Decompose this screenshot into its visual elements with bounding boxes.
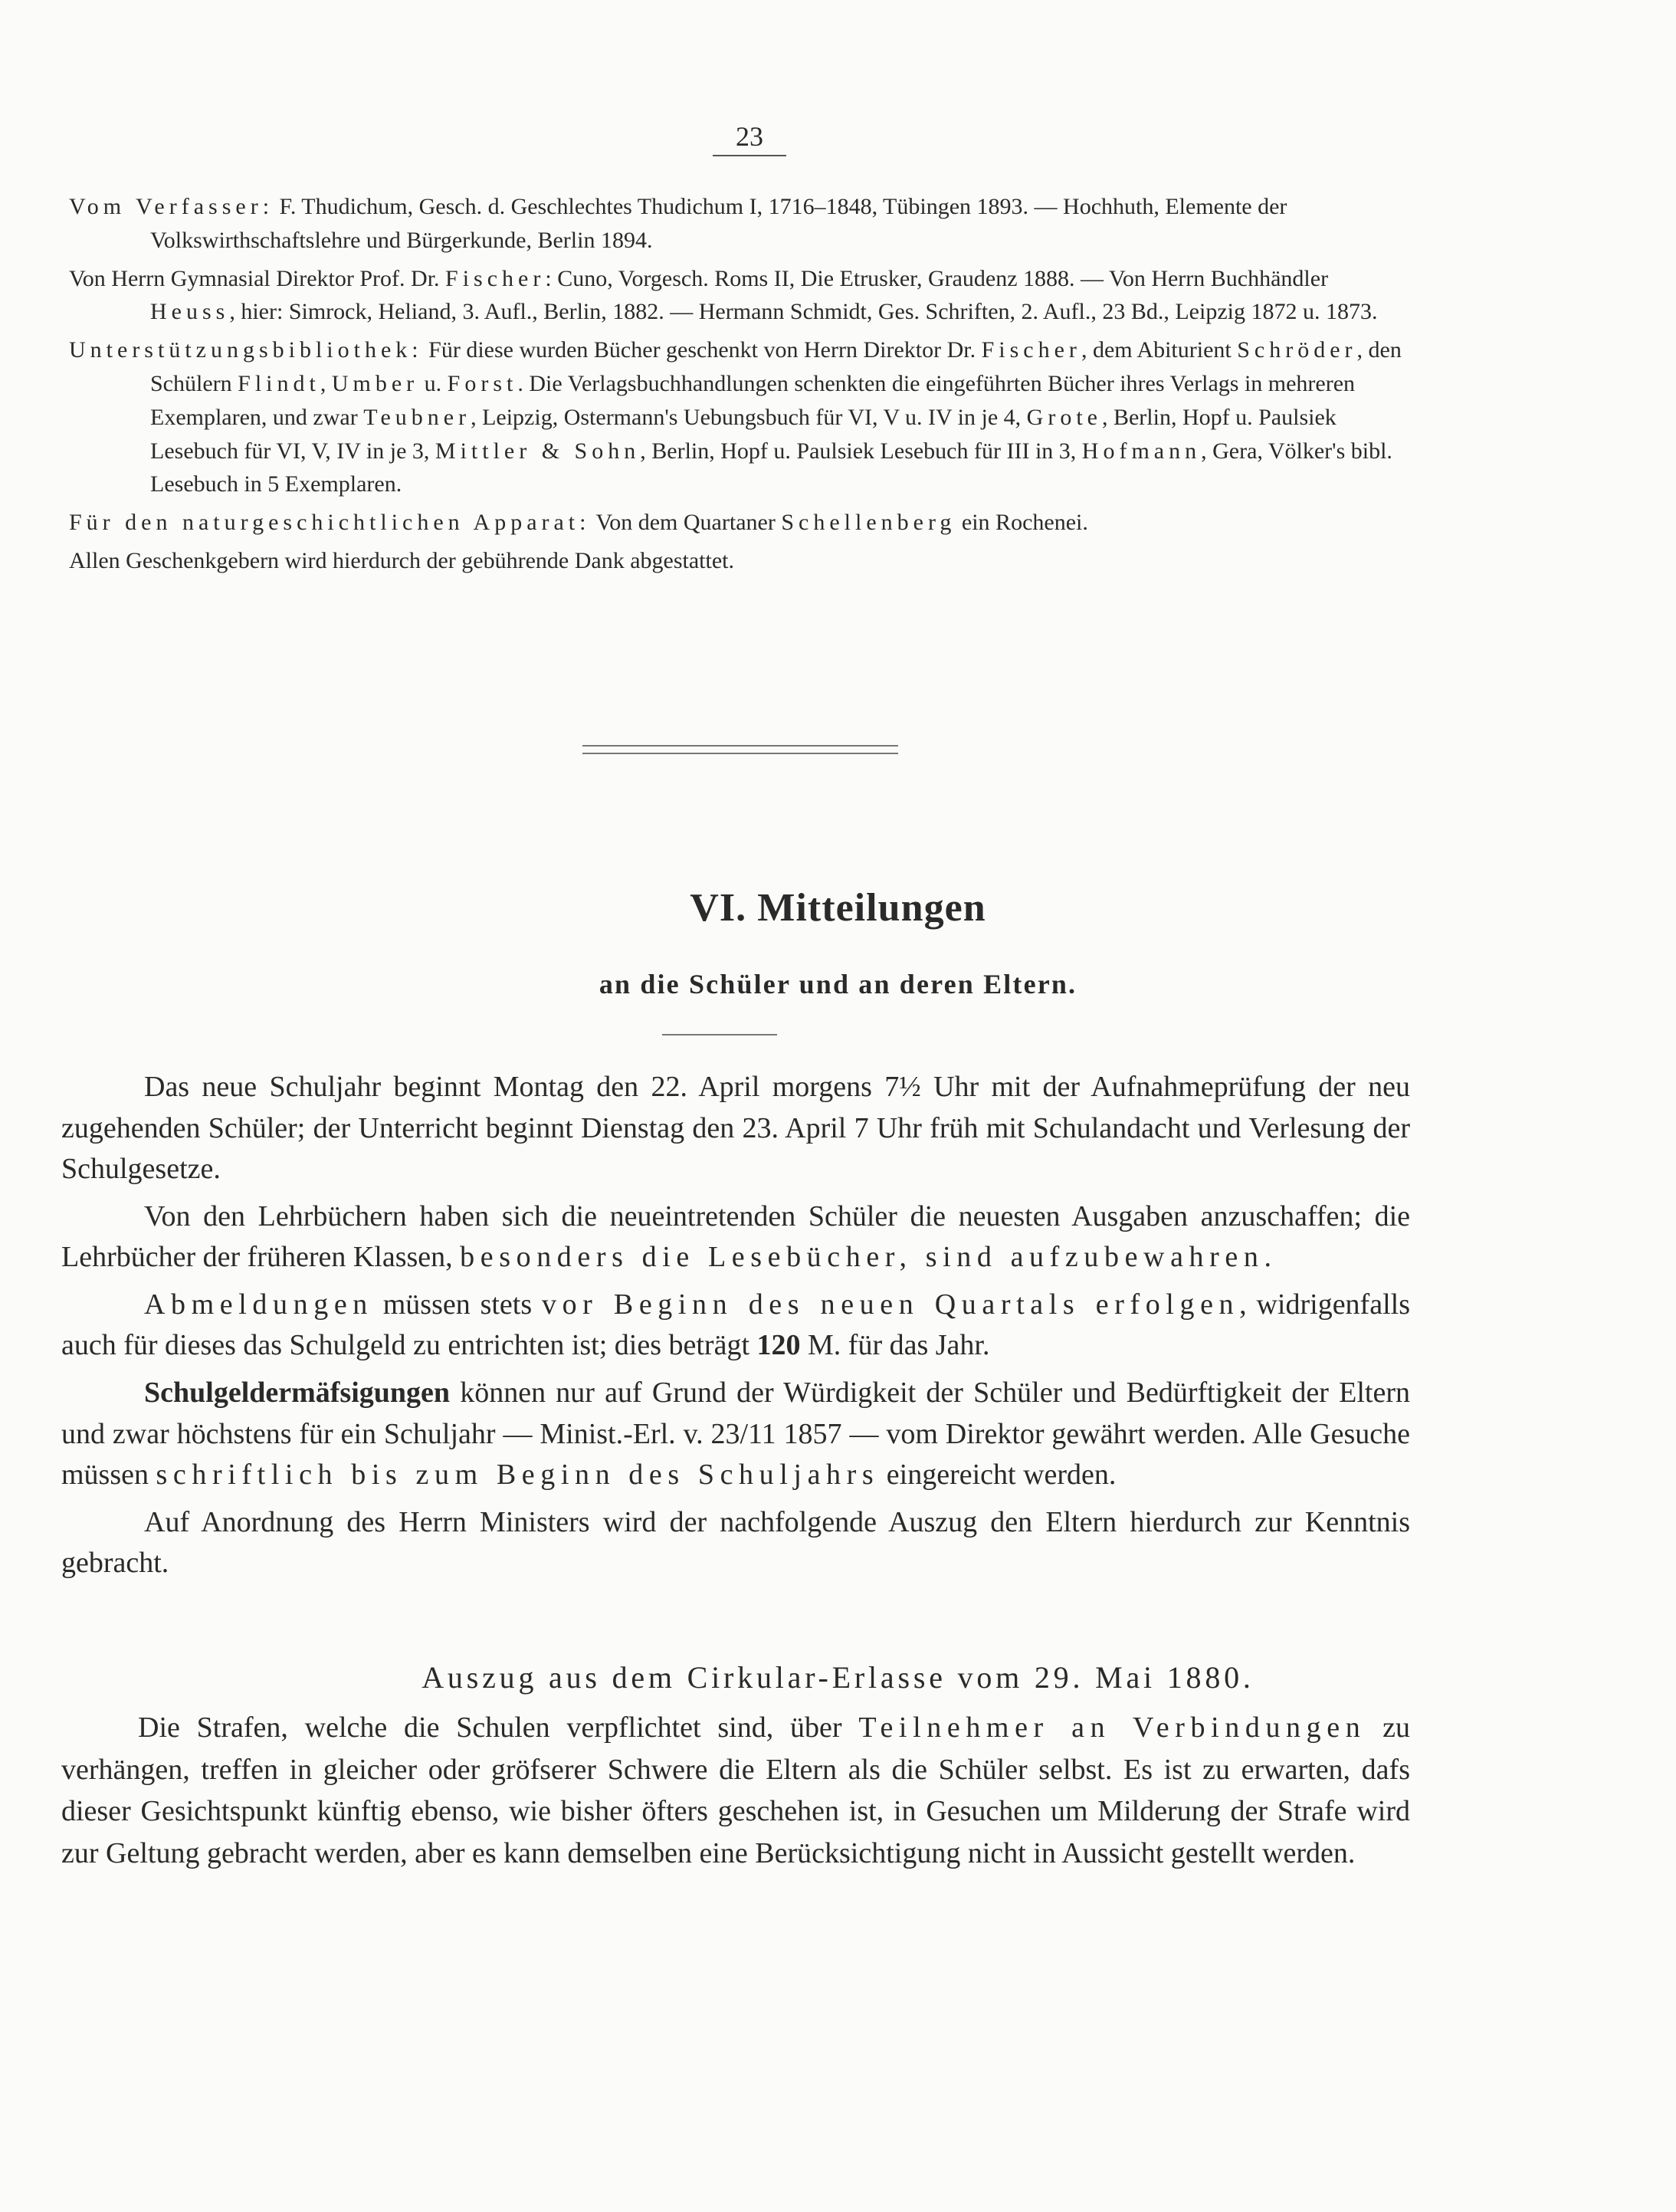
emphasis-text: vor Beginn des neuen Quartals erfolgen — [541, 1288, 1240, 1321]
entry-text: , dem Abiturient — [1081, 337, 1238, 363]
bold-term: Schulgeldermäfsigungen — [144, 1377, 451, 1410]
donor-name: Flindt — [238, 370, 320, 396]
entry-text: , — [320, 370, 332, 396]
donation-entry — [69, 262, 1418, 330]
paragraph — [61, 1502, 1410, 1584]
publisher-name: Mittler & Sohn — [435, 438, 641, 464]
entry-text: ein Rochenei. — [956, 510, 1088, 536]
donor-name: Umber — [331, 370, 419, 396]
paragraph — [61, 1196, 1410, 1278]
emphasis-text: Abmeldungen — [144, 1288, 373, 1321]
donor-name: Heuss — [150, 299, 230, 325]
paragraph — [61, 1067, 1410, 1190]
paragraph-text: können nur auf Grund der Würdigkeit der Schüler und Bedürftigkeit der Eltern und zwar höchstens für ein Schuljahr — Minist.-Erl. v. 23/11 1857 — vom Direktor gewährt werden. Alle Gesuche müssen — [61, 1377, 1410, 1492]
entry-text: . Die Verlagsbuchhandlungen schenkten die eingeführten Bücher ihres Verlags in mehreren Exemplaren, und zwar — [150, 370, 1356, 430]
entry-text: Für diese wurden Bücher geschenkt von Herrn Direktor Dr. — [422, 337, 982, 363]
donation-entry — [69, 333, 1418, 501]
entry-text: , Berlin, Hopf u. Paulsiek Lesebuch für VI, V, IV in je 3, — [150, 404, 1337, 464]
donor-name: Forst — [447, 370, 518, 396]
excerpt-text — [61, 1707, 1410, 1875]
donations-list — [69, 190, 1418, 583]
entry-text: : Cuno, Vorgesch. Roms II, Die Etrusker, Graudenz 1888. — Von Herrn Buchhändler — [545, 265, 1329, 291]
thanks-line — [69, 544, 1418, 578]
paragraph-text: Das neue Schuljahr beginnt Montag den 22. April morgens 7½ Uhr mit der Aufnahmeprüfung der neu zugehenden Schüler; der Unterricht beginnt Dienstag den 23. April 7 Uhr früh mit Schulandacht und Verlesung der Schulgesetze. — [61, 1071, 1410, 1186]
entry-label: Vom Verfasser: — [69, 194, 274, 219]
donor-name: Fischer — [981, 337, 1081, 363]
donor-name: Fischer — [445, 265, 546, 291]
emphasis-text: schriftlich bis zum Beginn des Schuljahrs — [156, 1459, 880, 1492]
paragraph-text: müssen stets — [372, 1288, 542, 1321]
paragraph-text: zu verhängen, treffen in gleicher oder gröfserer Schwere die Eltern als die Schüler selbst. Es ist zu erwarten, dafs dieser Gesichtspunkt künftig ebenso, wie bisher öfters geschehen ist, in Gesuchen um Milderung der Strafe wird zur Geltung gebracht werden, aber es kann demselben eine Berücksichtigung nicht in Aussicht gestellt werden. — [61, 1712, 1410, 1870]
paragraph-text: . — [1264, 1241, 1271, 1274]
entry-text: , Berlin, Hopf u. Paulsiek Lesebuch für III in 3, — [640, 438, 1082, 464]
section-subtitle: an die Schüler und an deren Eltern. — [599, 969, 1077, 999]
section-divider — [582, 745, 898, 754]
excerpt-heading: Auszug aus dem Cirkular-Erlasse vom 29. Mai 1880. — [421, 1660, 1255, 1695]
entry-label: Für den naturgeschichtlichen Apparat: — [69, 510, 591, 536]
donor-name: Schellenberg — [781, 510, 956, 536]
publisher-name: Hofmann — [1081, 438, 1202, 464]
paragraph-text: , widrigenfalls auch für dieses das Schulgeld zu entrichten ist; dies beträgt — [61, 1288, 1410, 1362]
paragraph — [61, 1285, 1410, 1367]
entry-text: , Leipzig, Ostermann's Uebungsbuch für VI, V u. IV in je 4, — [471, 404, 1027, 430]
paragraph — [61, 1373, 1410, 1496]
donor-name: Schröder — [1237, 337, 1357, 363]
entry-text: Allen Geschenkgebern wird hierdurch der gebührende Dank abgestattet. — [69, 547, 734, 573]
paragraph-text: Auf Anordnung des Herrn Ministers wird der nachfolgende Auszug den Eltern hierdurch zur Kenntnis gebracht. — [61, 1505, 1410, 1580]
publisher-name: Grote — [1026, 404, 1102, 430]
paragraph-text: Die Strafen, welche die Schulen verpflichtet sind, über — [138, 1712, 859, 1744]
donation-entry — [69, 190, 1418, 258]
entry-label: Unterstützungsbibliothek: — [69, 337, 423, 363]
section-title: VI. Mitteilungen — [690, 886, 986, 930]
paragraph-text: M. für das Jahr. — [800, 1329, 990, 1362]
emphasis-text: besonders die Lesebücher, sind aufzubewahren — [460, 1241, 1264, 1274]
entry-text: , den Schülern — [150, 337, 1402, 396]
paragraph-text: Von den Lehrbüchern haben sich die neueintretenden Schüler die neuesten Ausgaben anzuschaffen; die Lehrbücher der früheren Klassen, — [61, 1200, 1410, 1274]
emphasis-text: Teilnehmer an Verbindungen — [858, 1712, 1366, 1744]
entry-text: u. — [418, 370, 448, 396]
paragraph-text: eingereicht werden. — [879, 1459, 1117, 1492]
announcements — [61, 1067, 1410, 1590]
fee-amount: 120 — [756, 1329, 801, 1362]
donation-entry — [69, 506, 1418, 540]
paragraph — [61, 1707, 1410, 1875]
entry-text: Von dem Quartaner — [590, 510, 782, 536]
subtitle-rule — [662, 1034, 777, 1035]
publisher-name: Teubner — [363, 404, 471, 430]
page-number: 23 — [713, 123, 786, 156]
entry-text: F. Thudichum, Gesch. d. Geschlechtes Thudichum I, 1716–1848, Tübingen 1893. — Hochhuth, Elemente der Volkswirthschaftslehre und Bürgerkunde, Berlin 1894. — [150, 194, 1287, 253]
entry-text: , hier: Simrock, Heliand, 3. Aufl., Berlin, 1882. — Hermann Schmidt, Ges. Schriften, 2. Aufl., 23 Bd., Leipzig 1872 u. 1873. — [229, 299, 1378, 325]
entry-text: Von Herrn Gymnasial Direktor Prof. Dr. — [69, 265, 446, 291]
entry-text: , Gera, Völker's bibl. Lesebuch in 5 Exemplaren. — [150, 438, 1392, 497]
